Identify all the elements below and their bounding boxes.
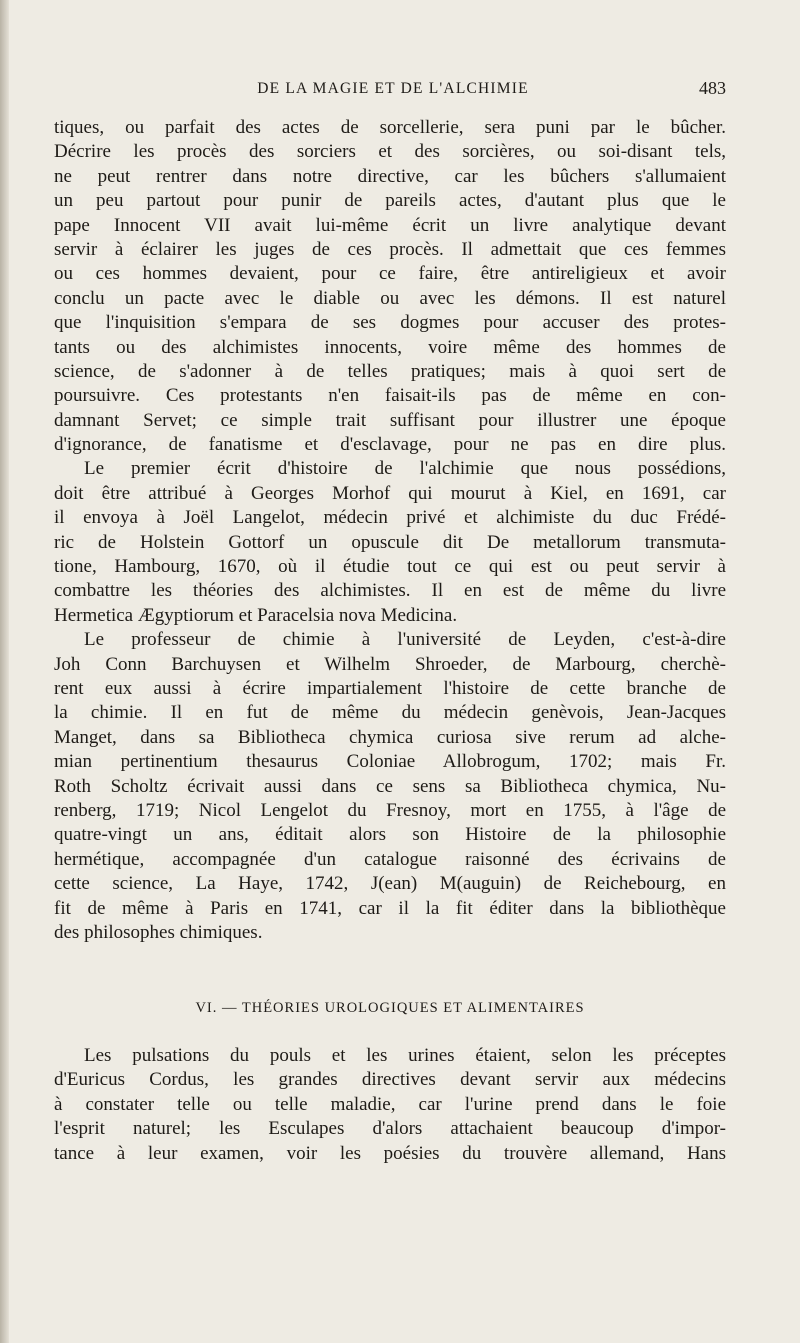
running-title: DE LA MAGIE ET DE L'ALCHIMIE — [257, 80, 529, 97]
main-text — [54, 116, 726, 945]
page-number: 483 — [699, 78, 726, 98]
text-line: Roth Scholtz écrivait aussi dans ce sens sa Bibliotheca chymica, Nu- — [54, 775, 726, 797]
text-line: à constater telle ou telle maladie, car l'urine prend dans le foie — [54, 1093, 726, 1115]
text-line: Manget, dans sa Bibliotheca chymica curiosa sive rerum ad alche- — [54, 726, 726, 748]
section-heading: VI. — THÉORIES UROLOGIQUES ET ALIMENTAIRES — [195, 1000, 585, 1016]
running-head — [60, 80, 726, 104]
text-line: que l'inquisition s'empara de ses dogmes pour accuser des protes- — [54, 312, 726, 334]
text-line: conclu un pacte avec le diable ou avec les démons. Il est naturel — [54, 287, 726, 309]
paragraph-start-line: Le professeur de chimie à l'université de Leyden, c'est-à-dire — [84, 629, 726, 651]
text-line: renberg, 1719; Nicol Lengelot du Fresnoy, mort en 1755, à l'âge de — [54, 799, 726, 821]
text-line: damnant Servet; ce simple trait suffisant pour illustrer une époque — [54, 409, 726, 431]
text-line: pape Innocent VII avait lui-même écrit un livre analytique devant — [54, 214, 726, 236]
text-line: fit de même à Paris en 1741, car il la fit éditer dans la bibliothèque — [54, 897, 726, 919]
text-line: tiques, ou parfait des actes de sorcellerie, sera puni par le bûcher. — [54, 117, 726, 138]
text-line: la chimie. Il en fut de même du médecin genèvois, Jean-Jacques — [54, 702, 726, 724]
paragraph-start-line: Les pulsations du pouls et les urines étaient, selon les préceptes — [84, 1045, 726, 1066]
text-line: ne peut rentrer dans notre directive, car les bûchers s'allumaient — [54, 165, 726, 187]
book-spine-edge — [0, 0, 9, 1343]
text-line: ou ces hommes devaient, pour ce faire, être antireligieux et avoir — [54, 263, 726, 285]
text-line: Joh Conn Barchuysen et Wilhelm Shroeder, de Marbourg, cherchè- — [54, 653, 726, 675]
paragraph-end-line: des philosophes chimiques. — [54, 921, 263, 943]
text-line: tance à leur examen, voir les poésies du trouvère allemand, Hans — [54, 1142, 726, 1164]
text-line: d'Euricus Cordus, les grandes directives devant servir aux médecins — [54, 1069, 726, 1091]
text-line: d'ignorance, de fanatisme et d'esclavage, pour ne pas en dire plus. — [54, 434, 726, 456]
text-line: tione, Hambourg, 1670, où il étudie tout ce qui est ou peut servir à — [54, 556, 726, 578]
text-line: hermétique, accompagnée d'un catalogue raisonné des écrivains de — [54, 848, 726, 870]
paragraph-end-line: Hermetica Ægyptiorum et Paracelsia nova Medicina. — [54, 604, 458, 626]
text-line: combattre les théories des alchimistes. Il en est de même du livre — [54, 580, 726, 602]
section-text — [54, 1044, 726, 1166]
text-line: mian pertinentium thesaurus Coloniae Allobrogum, 1702; mais Fr. — [54, 751, 726, 773]
text-line: quatre-vingt un ans, éditait alors son Histoire de la philosophie — [54, 824, 726, 846]
text-line: l'esprit naturel; les Esculapes d'alors attachaient beaucoup d'impor- — [54, 1118, 726, 1140]
paragraph-start-line: Le premier écrit d'histoire de l'alchimie que nous possédions, — [84, 458, 726, 480]
text-line: cette science, La Haye, 1742, J(ean) M(auguin) de Reichebourg, en — [54, 873, 726, 895]
text-line: Décrire les procès des sorciers et des sorcières, ou soi-disant tels, — [54, 141, 726, 163]
text-line: ric de Holstein Gottorf un opuscule dit De metallorum transmuta- — [54, 531, 726, 553]
text-line: tants ou des alchimistes innocents, voire même des hommes de — [54, 336, 726, 358]
text-line: il envoya à Joël Langelot, médecin privé et alchimiste du duc Frédé- — [54, 507, 726, 529]
text-line: servir à éclairer les juges de ces procès. Il admettait que ces femmes — [54, 238, 726, 260]
text-line: un peu partout pour punir de pareils actes, d'autant plus que le — [54, 190, 726, 212]
text-line: poursuivre. Ces protestants n'en faisait-ils pas de même en con- — [54, 385, 726, 407]
text-line: science, de s'adonner à de telles pratiques; mais à quoi sert de — [54, 360, 726, 382]
text-line: doit être attribué à Georges Morhof qui mourut à Kiel, en 1691, car — [54, 482, 726, 504]
text-line: rent eux aussi à écrire impartialement l'histoire de cette branche de — [54, 677, 726, 699]
